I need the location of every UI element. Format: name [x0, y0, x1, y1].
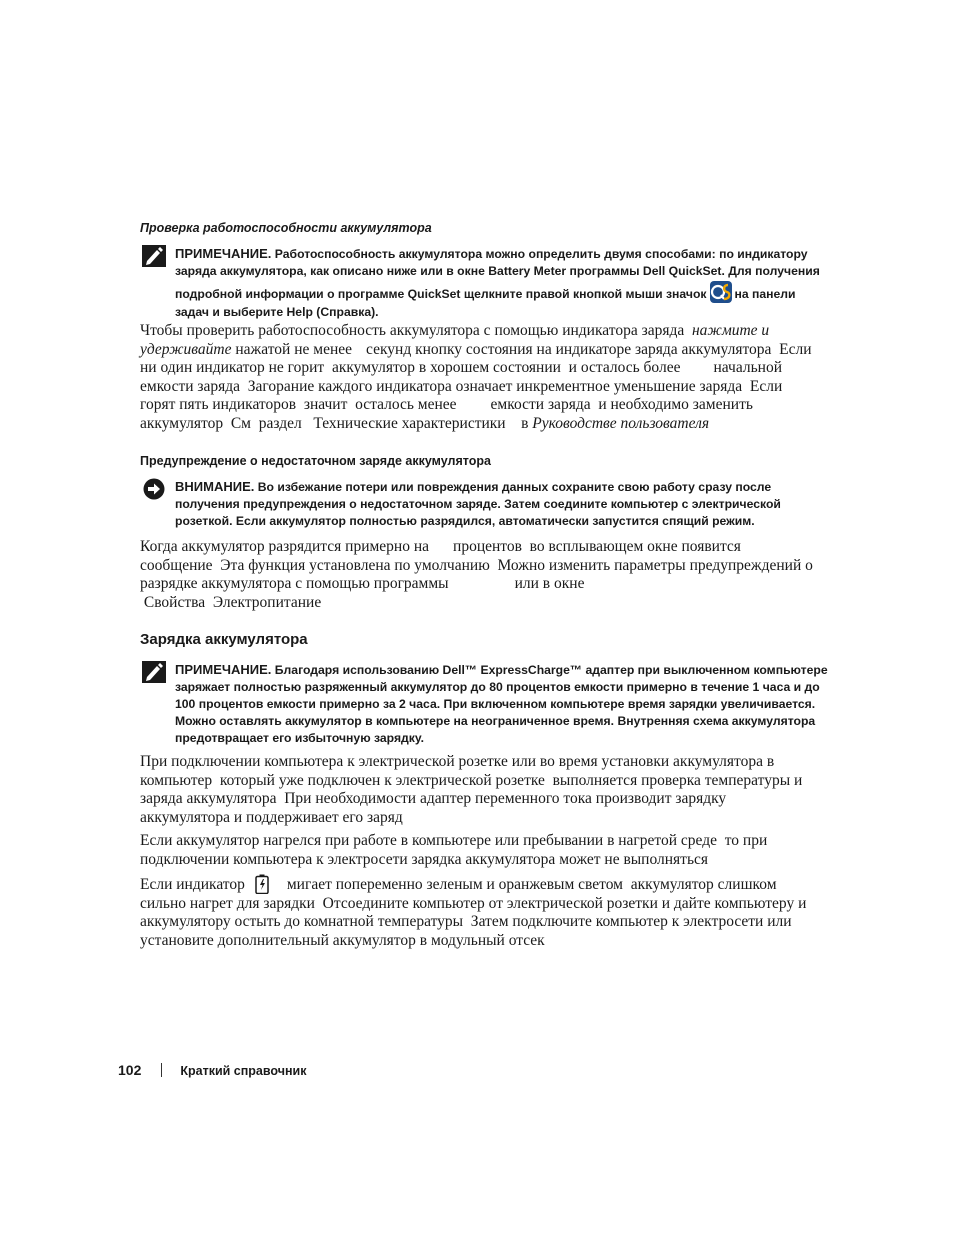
battery-status-icon — [255, 874, 269, 894]
page-footer — [118, 1062, 306, 1078]
paragraph-text: аккумулятору остыть до комнатной температуры Затем подключите компьютер к электросети или — [140, 913, 792, 931]
note-label: ПРИМЕЧАНИЕ. — [175, 246, 272, 261]
paragraph-charging-3 — [140, 874, 820, 950]
paragraph-text: горят пять индикаторов значит осталось менее — [140, 396, 457, 414]
paragraph-charging-1 — [140, 753, 820, 827]
footer-divider — [161, 1063, 162, 1077]
paragraph-text: установите дополнительный аккумулятор в модульный отсек — [140, 931, 545, 949]
paragraph-text: начальной — [713, 359, 782, 377]
note-text: предотвращает его избыточную зарядку. — [175, 731, 424, 745]
note-text: заряжает полностью разряженный аккумулятор до 80 процентов емкости примерно в течение 1 часа и до — [175, 680, 820, 694]
paragraph-battery-check — [140, 322, 820, 434]
note-text: Благодаря использованию Dell™ ExpressCharge™ адаптер при выключенном компьютере — [274, 663, 828, 677]
paragraph-italic-text: Руководстве пользователя — [532, 414, 710, 432]
paragraph-text: подключении компьютера к электросети зарядка аккумулятора может не выполняться — [140, 850, 709, 868]
note-text: на панели — [734, 287, 796, 301]
paragraph-text: Если индикатор — [140, 876, 245, 893]
notice-low-battery — [140, 478, 812, 530]
note-text: Можно оставлять аккумулятор в компьютере на неограниченное время. Внутренняя схема аккумулятора — [175, 714, 816, 728]
paragraph-italic-text: удерживайте — [140, 340, 232, 358]
notice-text: получения предупреждения о недостаточном заряде. Затем соедините компьютер с электрической — [175, 497, 781, 511]
paragraph-text: аккумулятор См раздел Технические характеристики в — [140, 414, 529, 432]
paragraph-text: емкости заряда Загорание каждого индикатора означает инкрементное уменьшение заряда Если — [140, 377, 783, 395]
footer-title: Краткий справочник — [180, 1064, 307, 1078]
paragraph-text: аккумулятора и поддерживает его заряд — [140, 808, 403, 826]
note-pencil-icon — [142, 661, 166, 683]
note-label: ПРИМЕЧАНИЕ. — [175, 662, 272, 677]
note-text: подробной информации о программе QuickSet щелкните правой кнопкой мыши значок — [175, 287, 707, 301]
paragraph-text: компьютер который уже подключен к электрической розетке выполняется проверка температуры и — [140, 771, 803, 789]
note-battery-check — [140, 245, 820, 321]
note-text: заряда аккумулятора, как описано ниже или в окне Battery Meter программы Dell QuickSet. Для получения — [175, 264, 820, 278]
paragraph-text: Чтобы проверить работоспособность аккумулятора с помощью индикатора заряда — [140, 322, 685, 339]
paragraph-charging-2 — [140, 832, 820, 869]
section-heading-battery-check: Проверка работоспособности аккумулятора — [140, 221, 432, 235]
paragraph-low-battery — [140, 538, 820, 612]
paragraph-text: емкости заряда и необходимо заменить — [490, 396, 753, 414]
paragraph-text: процентов во всплывающем окне появится — [453, 538, 741, 555]
notice-text: розеткой. Если аккумулятор полностью разрядился, автоматически запустится спящий режим. — [175, 514, 755, 528]
quickset-icon — [709, 280, 733, 304]
page-number: 102 — [118, 1062, 142, 1078]
note-charging — [140, 661, 828, 747]
paragraph-text: или в окне — [514, 575, 585, 593]
paragraph-text: сообщение Эта функция установлена по умолчанию Можно изменить параметры предупреждений о — [140, 556, 813, 574]
note-text: Работоспособность аккумулятора можно определить двумя способами: по индикатору — [274, 247, 808, 261]
note-text: 100 процентов емкости примерно за 2 часа. При включенном компьютере время зарядки увеличивается. — [175, 697, 816, 711]
section-heading-charging: Зарядка аккумулятора — [140, 631, 308, 648]
paragraph-text: сильно нагрет для зарядки Отсоедините компьютер от электрической розетки и дайте компьютеру и — [140, 894, 807, 912]
paragraph-text: При подключении компьютера к электрической розетке или во время установки аккумулятора в — [140, 753, 775, 770]
paragraph-italic-text: нажмите и — [691, 322, 770, 339]
note-pencil-icon — [142, 245, 166, 267]
note-text: задач и выберите Help (Справка). — [175, 305, 379, 319]
paragraph-text: Свойства Электропитание — [143, 593, 322, 611]
paragraph-text: Если аккумулятор нагрелся при работе в компьютере или пребывании в нагретой среде то при — [140, 832, 768, 849]
notice-icon — [142, 478, 166, 500]
paragraph-text: разрядке аккумулятора с помощью программы — [140, 575, 449, 593]
section-heading-low-battery-warning: Предупреждение о недостаточном заряде аккумулятора — [140, 454, 491, 468]
paragraph-text: мигает попеременно зеленым и оранжевым светом аккумулятор слишком — [286, 876, 777, 893]
notice-label: ВНИМАНИЕ. — [175, 479, 255, 494]
paragraph-text: Когда аккумулятор разрядится примерно на — [140, 538, 430, 555]
paragraph-text: ни один индикатор не горит аккумулятор в хорошем состоянии и осталось более — [140, 359, 681, 377]
paragraph-text: заряда аккумулятора При необходимости адаптер переменного тока производит зарядку — [140, 790, 727, 808]
notice-text: Во избежание потери или повреждения данных сохраните свою работу сразу после — [257, 480, 772, 494]
paragraph-text: нажатой не менее — [235, 340, 353, 358]
paragraph-text: секунд кнопку состояния на индикаторе заряда аккумулятора Если — [366, 340, 812, 358]
